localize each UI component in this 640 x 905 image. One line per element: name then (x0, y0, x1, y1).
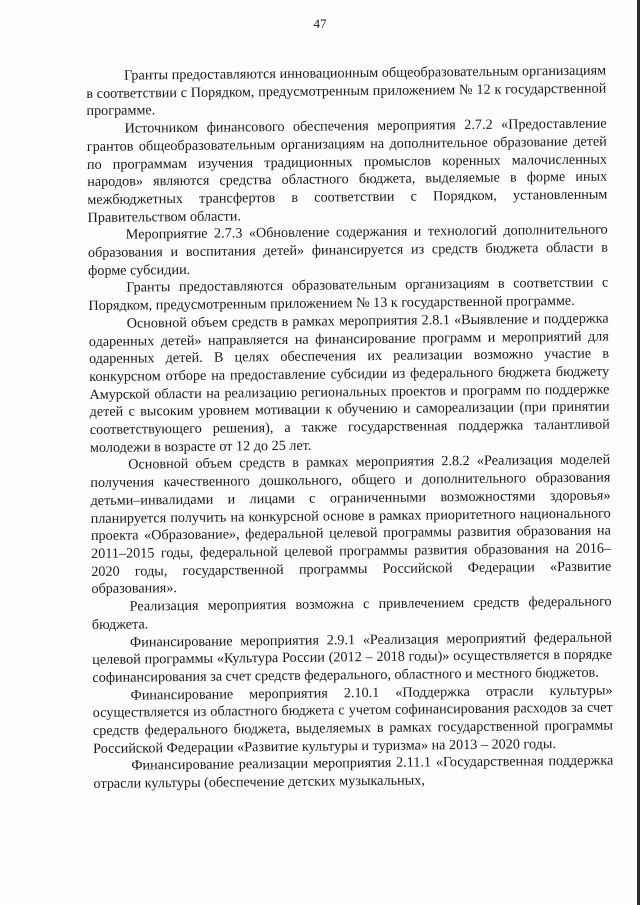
paragraph-grants-innovative: Гранты предоставляются инновационным общеобразовательным организациям в соответствии с Порядком, предусмотренным приложением № 12 к государственной программе. (86, 62, 607, 120)
paragraph-measure-2-8-1: Основной объем средств в рамках мероприятия 2.8.1 «Выявление и поддержка одаренных детей» направляется на финансирование программ и мероприятий для одаренных детей. В целях обеспечения их реализации возможно участие в конкурсном отборе на предоставление субсидии из федерального бюджета бюджету Амурской области на реализацию региональных проектов и программ по поддержке детей с высоким уровнем мотивации к обучению и самореализации (при принятии соответствующего решения), а также государственная поддержка талантливой молодежи в возрасте от 12 до 25 лет. (88, 310, 610, 456)
paragraph-measure-2-11-1: Финансирование реализации мероприятия 2.11.1 «Государственная поддержка отрасли культуры (обеспечение детских музыкальных, (93, 752, 614, 793)
paragraph-measure-2-7-2: Источником финансового обеспечения мероприятия 2.7.2 «Предоставление грантов общеобразовательным организациям на дополнительное образование детей по программам изучения традиционных промыслов коренных малочисленных народов» являются средства областного бюджета, выделяемые в форме иных межбюджетных трансфертов в соответствии с Порядком, установленным Правительством области. (86, 115, 608, 226)
paragraph-measure-2-9-1: Финансирование мероприятия 2.9.1 «Реализация мероприятий федеральной целевой программы «Культура России (2012 – 2018 годы)» осуществляется в порядке софинансирования за счет средств федерального, областного и местного бюджетов. (92, 629, 613, 686)
paragraph-measure-2-8-2: Основной объем средств в рамках мероприятия 2.8.2 «Реализация моделей получения качественного дошкольного, общего и дополнительного образования детьми–инвалидами и лицами с ограниченными возможностями здоровья» планируется получить на конкурсной основе в рамках приоритетного национального проекта «Образование», федеральной целевой программы развития образования на 2011–2015 годы, федеральной целевой программы развития образования на 2016–2020 годы, государственной программы Российской Федерации «Развитие образования». (90, 452, 612, 598)
paragraph-grants-educational: Гранты предоставляются образовательным организациям в соответствии с Порядком, предусмотренным приложением № 13 к государственной программе. (88, 274, 609, 315)
paragraph-measure-2-7-3: Мероприятие 2.7.3 «Обновление содержания и технологий дополнительного образования и воспитания детей» финансируется из средств бюджета области в форме субсидии. (87, 221, 608, 279)
page-number: 47 (313, 16, 327, 31)
paragraph-measure-2-10-1: Финансирование мероприятия 2.10.1 «Поддержка отрасли культуры» осуществляется из областного бюджета с учетом софинансирования расходов за счет средств федерального бюджета, выделяемых в рамках государственной программы Российской Федерации «Развитие культуры и туризма» на 2013 – 2020 годы. (92, 682, 613, 757)
body-text (86, 63, 614, 794)
paragraph-federal-budget: Реализация мероприятия возможна с привлечением средств федерального бюджета. (91, 593, 612, 633)
